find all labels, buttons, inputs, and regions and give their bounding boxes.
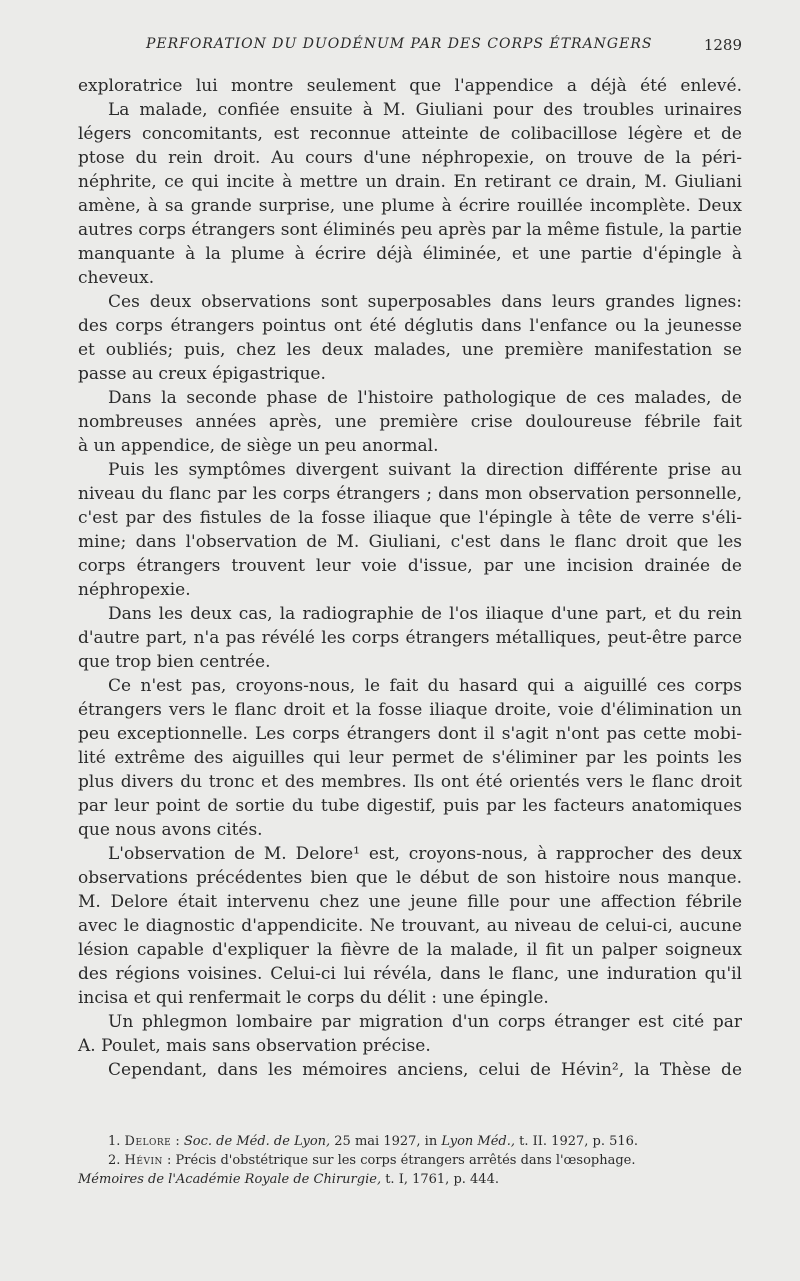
text-line: A. Poulet, mais sans observation précise. <box>78 1036 431 1056</box>
text-line: plus divers du tronc et des membres. Ils ont été orientés vers le flanc droit <box>78 772 742 792</box>
text-line: cheveux. <box>78 268 155 288</box>
text-line: amène, à sa grande surprise, une plume à écrire rouillée incomplète. Deux <box>78 196 742 216</box>
text-line: exploratrice lui montre seulement que l'appendice a déjà été enlevé. <box>78 76 742 96</box>
text-line: Dans la seconde phase de l'histoire pathologique de ces malades, de <box>108 388 742 408</box>
running-header <box>76 36 740 58</box>
footnotes <box>78 1132 758 1189</box>
body-text <box>78 74 742 1082</box>
text-line: observations précédentes bien que le début de son histoire nous manque. <box>78 868 742 888</box>
text-line: des régions voisines. Celui-ci lui révéla, dans le flanc, une induration qu'il <box>78 964 742 984</box>
text-line: incisa et qui renfermait le corps du délit : une épingle. <box>78 988 549 1008</box>
text-line: que trop bien centrée. <box>78 652 271 672</box>
text-line: c'est par des fistules de la fosse iliaque que l'épingle à tête de verre s'éli- <box>78 508 742 528</box>
text-line: Puis les symptômes divergent suivant la direction différente prise au <box>108 460 742 480</box>
text-line: Ces deux observations sont superposables dans leurs grandes lignes: <box>108 292 742 312</box>
footnote-2-continued: Mémoires de l'Académie Royale de Chirurgie, t. I, 1761, p. 444. <box>78 1172 499 1187</box>
text-line: néphrite, ce qui incite à mettre un drain. En retirant ce drain, M. Giuliani <box>78 172 742 192</box>
text-line: corps étrangers trouvent leur voie d'issue, par une incision drainée de <box>78 556 742 576</box>
text-line: Cependant, dans les mémoires anciens, celui de Hévin², la Thèse de <box>108 1060 742 1080</box>
text-line: manquante à la plume à écrire déjà éliminée, et une partie d'épingle à <box>78 244 742 264</box>
text-line: ptose du rein droit. Au cours d'une néphropexie, on trouve de la péri- <box>78 148 742 168</box>
text-line: Un phlegmon lombaire par migration d'un corps étranger est cité par <box>108 1012 742 1032</box>
text-line: M. Delore était intervenu chez une jeune fille pour une affection fébrile <box>78 892 742 912</box>
text-line: par leur point de sortie du tube digestif, puis par les facteurs anatomiques <box>78 796 742 816</box>
text-line: nombreuses années après, une première crise douloureuse fébrile fait <box>78 412 742 432</box>
footnote-2: 2. Hévin : Précis d'obstétrique sur les corps étrangers arrêtés dans l'œsophage. <box>108 1153 636 1168</box>
page-number: 1289 <box>703 36 742 54</box>
text-line: La malade, confiée ensuite à M. Giuliani pour des troubles urinaires <box>108 100 742 120</box>
text-line: et oubliés; puis, chez les deux malades, une première manifestation se <box>78 340 742 360</box>
text-line: légers concomitants, est reconnue atteinte de colibacillose légère et de <box>78 124 742 144</box>
text-line: étrangers vers le flanc droit et la fosse iliaque droite, voie d'élimination un <box>78 700 742 720</box>
text-line: passe au creux épigastrique. <box>78 364 326 384</box>
text-line: Dans les deux cas, la radiographie de l'os iliaque d'une part, et du rein <box>108 604 742 624</box>
text-line: L'observation de M. Delore¹ est, croyons-nous, à rapprocher des deux <box>108 844 742 864</box>
text-line: avec le diagnostic d'appendicite. Ne trouvant, au niveau de celui-ci, aucune <box>78 916 742 936</box>
text-line: Ce n'est pas, croyons-nous, le fait du hasard qui a aiguillé ces corps <box>108 676 742 696</box>
text-line: lésion capable d'expliquer la fièvre de la malade, il fit un palper soigneux <box>78 940 742 960</box>
text-line: que nous avons cités. <box>78 820 263 840</box>
text-line: d'autre part, n'a pas révélé les corps étrangers métalliques, peut-être parce <box>78 628 742 648</box>
running-title: PERFORATION DU DUODÉNUM PAR DES CORPS ÉTRANGERS <box>146 36 653 52</box>
footnote-2-author: Hévin <box>124 1153 163 1168</box>
text-line: lité extrême des aiguilles qui leur permet de s'éliminer par les points les <box>78 748 742 768</box>
text-line: des corps étrangers pointus ont été déglutis dans l'enfance ou la jeunesse <box>78 316 742 336</box>
text-line: peu exceptionnelle. Les corps étrangers dont il s'agit n'ont pas cette mobi- <box>78 724 742 744</box>
text-line: néphropexie. <box>78 580 191 600</box>
text-line: niveau du flanc par les corps étrangers ; dans mon observation personnelle, <box>78 484 742 504</box>
footnote-1-author: Delore <box>124 1134 172 1149</box>
text-line: à un appendice, de siège un peu anormal. <box>78 436 439 456</box>
text-line: mine; dans l'observation de M. Giuliani, c'est dans le flanc droit que les <box>78 532 742 552</box>
text-line: autres corps étrangers sont éliminés peu après par la même fistule, la partie <box>78 220 742 240</box>
footnote-1: 1. Delore : Soc. de Méd. de Lyon, 25 mai 1927, in Lyon Méd., t. II. 1927, p. 516. <box>108 1134 639 1149</box>
